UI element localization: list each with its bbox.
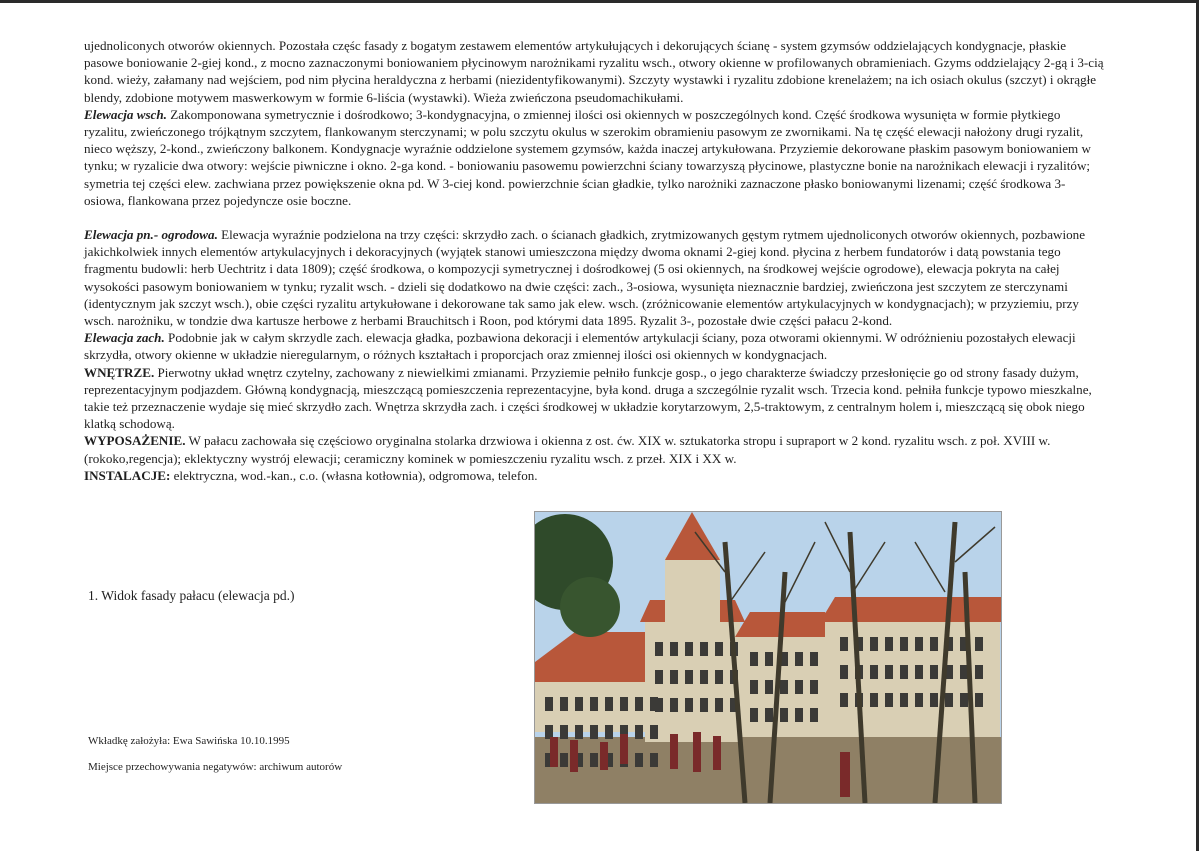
window-mark bbox=[700, 670, 708, 684]
window-mark bbox=[715, 642, 723, 656]
window-mark bbox=[670, 670, 678, 684]
section-instalacje bbox=[84, 467, 1104, 484]
window-mark bbox=[715, 698, 723, 712]
window-mark bbox=[670, 642, 678, 656]
window-mark bbox=[795, 652, 803, 666]
window-mark bbox=[900, 693, 908, 707]
window-mark bbox=[795, 680, 803, 694]
section-wyposazenie bbox=[84, 432, 1104, 466]
window-mark bbox=[575, 725, 583, 739]
window-mark bbox=[650, 725, 658, 739]
window-mark bbox=[975, 693, 983, 707]
window-mark bbox=[620, 697, 628, 711]
window-mark bbox=[685, 670, 693, 684]
window-mark bbox=[700, 642, 708, 656]
window-mark bbox=[885, 665, 893, 679]
window-mark bbox=[765, 680, 773, 694]
window-mark bbox=[670, 698, 678, 712]
heading-instalacje: INSTALACJE: bbox=[84, 467, 171, 483]
window-mark bbox=[560, 753, 568, 767]
window-mark bbox=[885, 637, 893, 651]
window-mark bbox=[545, 725, 553, 739]
section-elewacja-ogrodowa bbox=[84, 226, 1104, 329]
text-wnetrze: Pierwotny układ wnętrz czytelny, zachowany z niewielkimi zmianami. Przyziemie pełniło funkcje gosp., o jego charakterze świadczy przesłonięcie go od strony fasady dużym, reprezentacyjnym podjazdem. Główną kondygnacją, mieszczącą pomieszczenia reprezentacyjne, była kond. druga a szczególnie ryzalit wsch. Trzecia kond. pełniła funkcje typowo mieszkalne, takie też przeznaczenie wydaje się mieć skrzydło zach. Wnętrza skrzydła zach. i części środkowej w układzie korytarzowym, 2,5-traktowym, z centralnym holem i, mieszczącą się obok niego klatką schodową. bbox=[84, 364, 1092, 432]
window-mark bbox=[635, 725, 643, 739]
window-mark bbox=[750, 680, 758, 694]
window-mark bbox=[780, 680, 788, 694]
text-elewacja-zach: Podobnie jak w całym skrzydle zach. elewacja gładka, pozbawiona dekoracji i elementów artykulacji ściany, poza otworami okiennymi. W odróżnieniu pozostałych elewacji skrzydła, otwory okienne w układzie nieregularnym, o różnych kształtach i proporcjach oraz zmiennej ilości osi okiennych w kondygnacjach. bbox=[84, 330, 1076, 363]
window-mark bbox=[655, 698, 663, 712]
section-elewacja-zach bbox=[84, 329, 1104, 363]
window-mark bbox=[870, 637, 878, 651]
window-mark bbox=[560, 725, 568, 739]
window-mark bbox=[930, 693, 938, 707]
window-mark bbox=[840, 693, 848, 707]
window-mark bbox=[870, 665, 878, 679]
window-mark bbox=[545, 697, 553, 711]
window-mark bbox=[915, 637, 923, 651]
palace-photo-illustration bbox=[535, 512, 1001, 803]
window-mark bbox=[590, 697, 598, 711]
window-mark bbox=[885, 693, 893, 707]
window-mark bbox=[685, 642, 693, 656]
heading-wnetrze: WNĘTRZE. bbox=[84, 364, 155, 380]
text-elewacja-ogrodowa: Elewacja wyraźnie podzielona na trzy części: skrzydło zach. o ścianach gładkich, zrytmizowanych gęstym rytmem ujednoliconych otworów okiennych, pozbawione jakichkolwiek innych elementów artykulacyjnych i dekoracyjnych (wyjątek stanowi umieszczona między dwoma oknami 2-giej kond. płycina z herbem fundatorów i datą powstania tego fragmentu budowli: herb Uechtritz i data 1809); część środkowa, o kompozycji symetrycznej i dośrodkowej (5 osi okiennych, na środkowej wejście ogrodowe), elewacja pokryta na całej wysokości pasowym boniowaniem w tynku; ryzalit wsch. - dzieli się dodatkowo na dwie części: zach., 3-osiowa, wysunięta nieznacznie bardziej, zwieńczona jest szczytem ze sterczynami (identycznym jak szczyt wsch.), obie części ryzalitu artykułowane i dekorowane tak samo jak elew. wsch. (zróżnicowanie elementów artykulacyjnych w kondygnacjach); w przyziemiu, przy wsch. narożniku, w tondzie dwa kartusze herbowe z herbami Brauchitsch i Roon, pod którymi data 1895. Ryzalit 3-, pozostałe dwie części pałacu 2-kond. bbox=[84, 227, 1086, 329]
window-mark bbox=[915, 665, 923, 679]
window-mark bbox=[765, 708, 773, 722]
heading-elewacja-zach: Elewacja zach. bbox=[84, 330, 165, 346]
window-mark bbox=[590, 725, 598, 739]
window-mark bbox=[715, 670, 723, 684]
window-mark bbox=[945, 693, 953, 707]
window-mark bbox=[930, 665, 938, 679]
window-mark bbox=[975, 637, 983, 651]
archive-line: Miejsce przechowywania negatywów: archiwum autorów bbox=[88, 761, 343, 773]
heading-wyposazenie: WYPOSAŻENIE. bbox=[84, 433, 186, 449]
window-mark bbox=[870, 693, 878, 707]
palace-photo bbox=[534, 511, 1002, 804]
window-mark bbox=[575, 697, 583, 711]
window-mark bbox=[810, 652, 818, 666]
text-instalacje: elektryczna, wod.-kan., c.o. (własna kotłownia), odgromowa, telefon. bbox=[173, 467, 538, 483]
window-mark bbox=[655, 642, 663, 656]
window-mark bbox=[795, 708, 803, 722]
heading-elewacja-ogrodowa: Elewacja pn.- ogrodowa. bbox=[84, 227, 218, 243]
window-mark bbox=[605, 697, 613, 711]
author-line: Wkładkę założyła: Ewa Sawińska 10.10.1995 bbox=[88, 735, 290, 747]
heading-elewacja-wsch: Elewacja wsch. bbox=[84, 106, 167, 122]
window-mark bbox=[650, 753, 658, 767]
window-mark bbox=[605, 725, 613, 739]
window-mark bbox=[960, 693, 968, 707]
window-mark bbox=[810, 708, 818, 722]
window-mark bbox=[810, 680, 818, 694]
text-elewacja-wsch: Zakomponowana symetrycznie i dośrodkowo; 3-kondygnacyjna, o zmiennej ilości osi okiennych w poszczególnych kond. Część środkowa wysunięta w formie płytkiego ryzalitu, zwieńczonego trójkątnym szczytem, flankowanym sterczynami; w polu szczytu okulus w szerokim obramieniu pasowym ze zwornikami. Na tę część elewacji nałożony drugi ryzalit, nieco węższy, 2-kond., zwieńczony balkonem. Kondygnacje wyraźnie oddzielone systemem gzymsów, każda inaczej artykułowana. Przyziemie dekorowane płaskim pasowym boniowaniem w tynku; w ryzalicie dwa otwory: wejście piwniczne i okno. 2-ga kond. - boniowaniu pasowemu powierzchni ściany towarzyszą płycinowe, plastyczne bonie na narożnikach elewacji i ryzalitów; symetria tej części elew. zachwiana przez powiększenie okna pd. W 3-ciej kond. powierzchnie ścian gładkie, tylko narożniki zaznaczone płasko boniowanymi lizenami; część środkowa 3-osiowa, flankowana przez pojedyncze osie boczne. bbox=[84, 106, 1091, 208]
window-mark bbox=[900, 665, 908, 679]
window-mark bbox=[655, 670, 663, 684]
section-wnetrze bbox=[84, 364, 1104, 433]
window-mark bbox=[765, 652, 773, 666]
window-mark bbox=[590, 753, 598, 767]
photo-caption: 1. Widok fasady pałacu (elewacja pd.) bbox=[88, 588, 295, 603]
section-elewacja-wsch bbox=[84, 106, 1104, 209]
document-text bbox=[84, 37, 1104, 484]
window-mark bbox=[635, 697, 643, 711]
scan-border-top bbox=[0, 0, 1199, 3]
window-mark bbox=[685, 698, 693, 712]
window-mark bbox=[750, 708, 758, 722]
window-mark bbox=[900, 637, 908, 651]
window-mark bbox=[635, 753, 643, 767]
window-mark bbox=[840, 665, 848, 679]
window-mark bbox=[700, 698, 708, 712]
window-mark bbox=[975, 665, 983, 679]
window-mark bbox=[930, 637, 938, 651]
window-mark bbox=[915, 693, 923, 707]
window-mark bbox=[560, 697, 568, 711]
window-mark bbox=[840, 637, 848, 651]
text-wyposazenie: W pałacu zachowała się częściowo oryginalna stolarka drzwiowa i okienna z ost. ćw. XIX w. sztukatorka stropu i supraport w 2 kond. ryzalitu wsch. z poł. XVIII w. (rokoko,regencja); eklektyczny wystrój elewacji; ceramiczny kominek w pomieszczeniu ryzalitu wsch. z przeł. XIX i XX w. bbox=[84, 433, 1051, 466]
paragraph-facade-continuation: ujednoliconych otworów okiennych. Pozostała częśc fasady z bogatym zestawem elementów artykułujących i dekorujących ścianę - system gzymsów oddzielających kondygnacje, płaskie pasowe boniowanie 2-giej kond., z mocno zaznaczonymi boniowaniem płycinowym narożnikami ryzalitu wsch., otwory okienne w profilowanych obramieniach. Gzyms oddzielający 2-gą i 3-cią kond. wieży, załamany nad wejściem, pod nim płycina heraldyczna z herbami (niezidentyfikowanymi). Szczyty wystawki i ryzalitu zdobione krenelażem; na ich osiach okulus (szczyt) i okrągłe blendy, zdobione motywem maswerkowym w formie 6-liścia (wystawki). Wieża zwieńczona pseudomachikułami. bbox=[84, 38, 1104, 105]
window-mark bbox=[780, 708, 788, 722]
window-mark bbox=[750, 652, 758, 666]
